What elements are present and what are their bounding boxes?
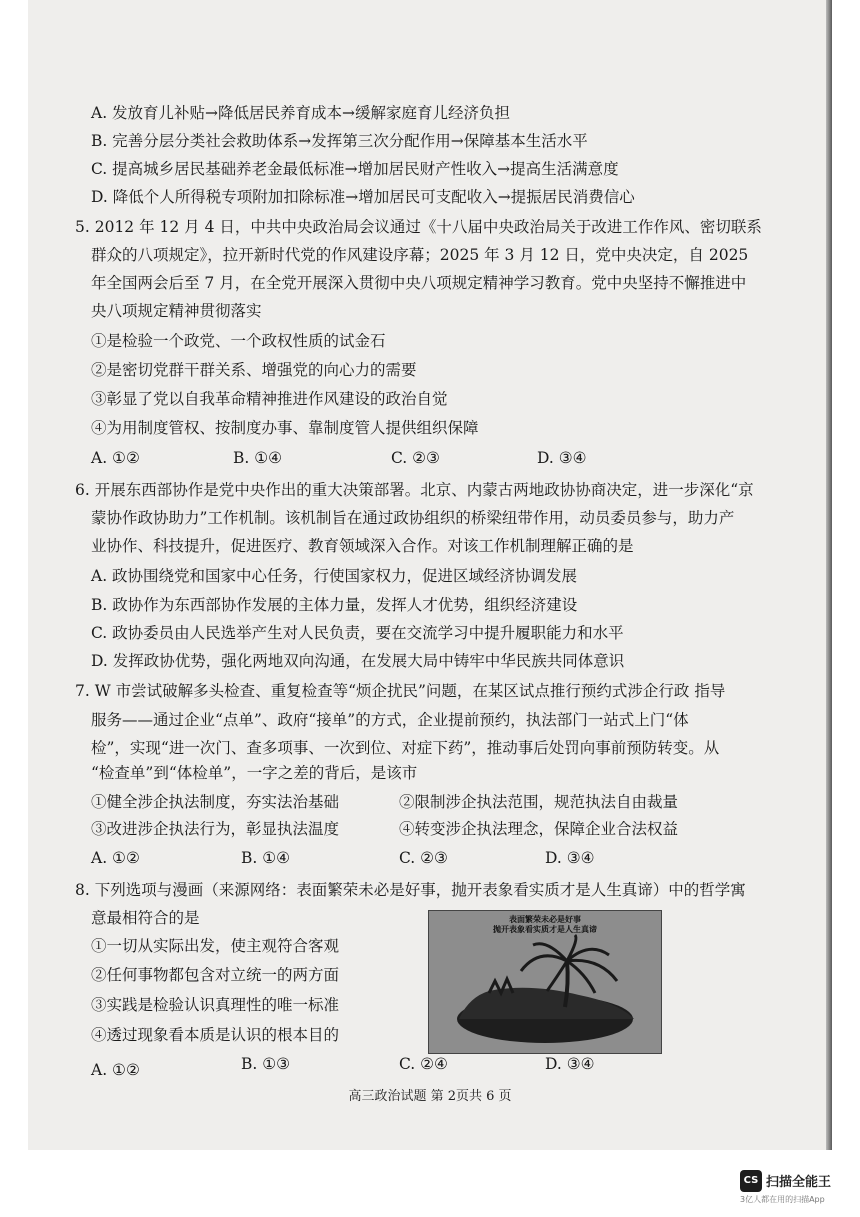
q8-item-4: ④透过现象看本质是认识的根本目的 — [91, 1026, 340, 1044]
q6-option-c: C. 政协委员由人民选举产生对人民负责，要在交流学习中提升履职能力和水平 — [91, 624, 624, 642]
q6-stem-line: 业协作、科技提升，促进医疗、教育领域深入合作。对该工作机制理解正确的是 — [91, 537, 634, 555]
q6-option-a: A. 政协围绕党和国家中心任务，行使国家权力，促进区域经济协调发展 — [91, 567, 578, 585]
scan-right-shadow — [826, 0, 832, 1150]
q8-stem-line: 8. 下列选项与漫画（来源网络：表面繁荣未必是好事，抛开表象看实质才是人生真谛）中的哲学寓 — [75, 881, 746, 899]
q7-stem-line: 检”，实现“进一次门、查多项事、一次到位、对症下药”，推动事后处罚向事前预防转变。从 — [91, 739, 720, 757]
q7-stem-line: “检查单”到“体检单”，一字之差的背后，是该市 — [91, 764, 418, 782]
q5-stem-line: 5. 2012 年 12 月 4 日，中共中央政治局会议通过《十八届中央政治局关于改进工作作风、密切联系 — [75, 218, 762, 236]
camscanner-name: 扫描全能王 — [766, 1175, 832, 1190]
q5-stem-line: 年全国两会后至 7 月，在全党开展深入贯彻中央八项规定精神学习教育。党中央坚持不懈推进中 — [91, 274, 747, 292]
q8-choice-a: A. ①② — [91, 1061, 140, 1079]
q7-item-1: ①健全涉企执法制度，夯实法治基础 — [91, 793, 340, 811]
q6-stem-line: 6. 开展东西部协作是党中央作出的重大决策部署。北京、内蒙古两地政协协商决定，进一步深化“京 — [75, 481, 754, 499]
q8-choice-d: D. ③④ — [545, 1055, 595, 1073]
q4-option-b: B. 完善分层分类社会救助体系→发挥第三次分配作用→保障基本生活水平 — [91, 132, 588, 150]
cartoon-image — [428, 910, 662, 1054]
q5-item-1: ①是检验一个政党、一个政权性质的试金石 — [91, 332, 386, 350]
q4-option-c: C. 提高城乡居民基础养老金最低标准→增加居民财产性收入→提高生活满意度 — [91, 160, 619, 178]
palm-tree-illustration — [429, 911, 661, 1053]
q7-stem-line: 服务——通过企业“点单”、政府“接单”的方式，企业提前预约，执法部门一站式上门“体 — [91, 711, 689, 729]
q5-item-4: ④为用制度管权、按制度办事、靠制度管人提供组织保障 — [91, 419, 479, 437]
q6-stem-line: 蒙协作政协助力”工作机制。该机制旨在通过政协组织的桥梁纽带作用，动员委员参与，助力产 — [91, 509, 735, 527]
q7-item-2: ②限制涉企执法范围，规范执法自由裁量 — [399, 793, 679, 811]
camscanner-badge — [740, 1168, 850, 1208]
camscanner-logo-icon: CS — [740, 1170, 762, 1192]
cartoon-caption-line: 抛开表象看实质才是人生真谛 — [493, 925, 597, 934]
q7-choice-d: D. ③④ — [545, 849, 595, 867]
q4-option-a: A. 发放育儿补贴→降低居民养育成本→缓解家庭育儿经济负担 — [91, 104, 511, 122]
q6-option-b: B. 政协作为东西部协作发展的主体力量，发挥人才优势，组织经济建设 — [91, 596, 578, 614]
q5-stem-line: 群众的八项规定》，拉开新时代党的作风建设序幕；2025 年 3 月 12 日，党中央决定，自 2025 — [91, 246, 749, 264]
q5-choice-c: C. ②③ — [391, 449, 440, 467]
q8-stem-line: 意最相符合的是 — [91, 909, 200, 927]
q5-item-3: ③彰显了党以自我革命精神推进作风建设的政治自觉 — [91, 390, 448, 408]
q7-choice-a: A. ①② — [91, 849, 140, 867]
q5-choice-a: A. ①② — [91, 449, 140, 467]
cartoon-caption-line: 表面繁荣未必是好事 — [509, 915, 581, 924]
q8-item-3: ③实践是检验认识真理性的唯一标准 — [91, 996, 340, 1014]
q6-option-d: D. 发挥政协优势，强化两地双向沟通，在发展大局中铸牢中华民族共同体意识 — [91, 652, 625, 670]
q7-choice-c: C. ②③ — [399, 849, 448, 867]
q7-item-3: ③改进涉企执法行为，彰显执法温度 — [91, 820, 340, 838]
q8-choice-b: B. ①③ — [241, 1055, 291, 1073]
q5-choice-b: B. ①④ — [233, 449, 283, 467]
q7-choice-b: B. ①④ — [241, 849, 291, 867]
q7-item-4: ④转变涉企执法理念，保障企业合法权益 — [399, 820, 679, 838]
q5-item-2: ②是密切党群干群关系、增强党的向心力的需要 — [91, 361, 417, 379]
page-footer: 高三政治试题 第 2页共 6 页 — [348, 1089, 512, 1104]
q8-item-1: ①一切从实际出发，使主观符合客观 — [91, 937, 340, 955]
q8-item-2: ②任何事物都包含对立统一的两方面 — [91, 966, 340, 984]
q5-stem-line: 央八项规定精神贯彻落实 — [91, 302, 262, 320]
q5-choice-d: D. ③④ — [537, 449, 587, 467]
q8-choice-c: C. ②④ — [399, 1055, 448, 1073]
q7-stem-line: 7. W 市尝试破解多头检查、重复检查等“烦企扰民”问题，在某区试点推行预约式涉企行政 指导 — [75, 682, 726, 700]
camscanner-tagline: 3亿人都在用的扫描App — [740, 1195, 825, 1204]
q4-option-d: D. 降低个人所得税专项附加扣除标准→增加居民可支配收入→提振居民消费信心 — [91, 188, 635, 206]
